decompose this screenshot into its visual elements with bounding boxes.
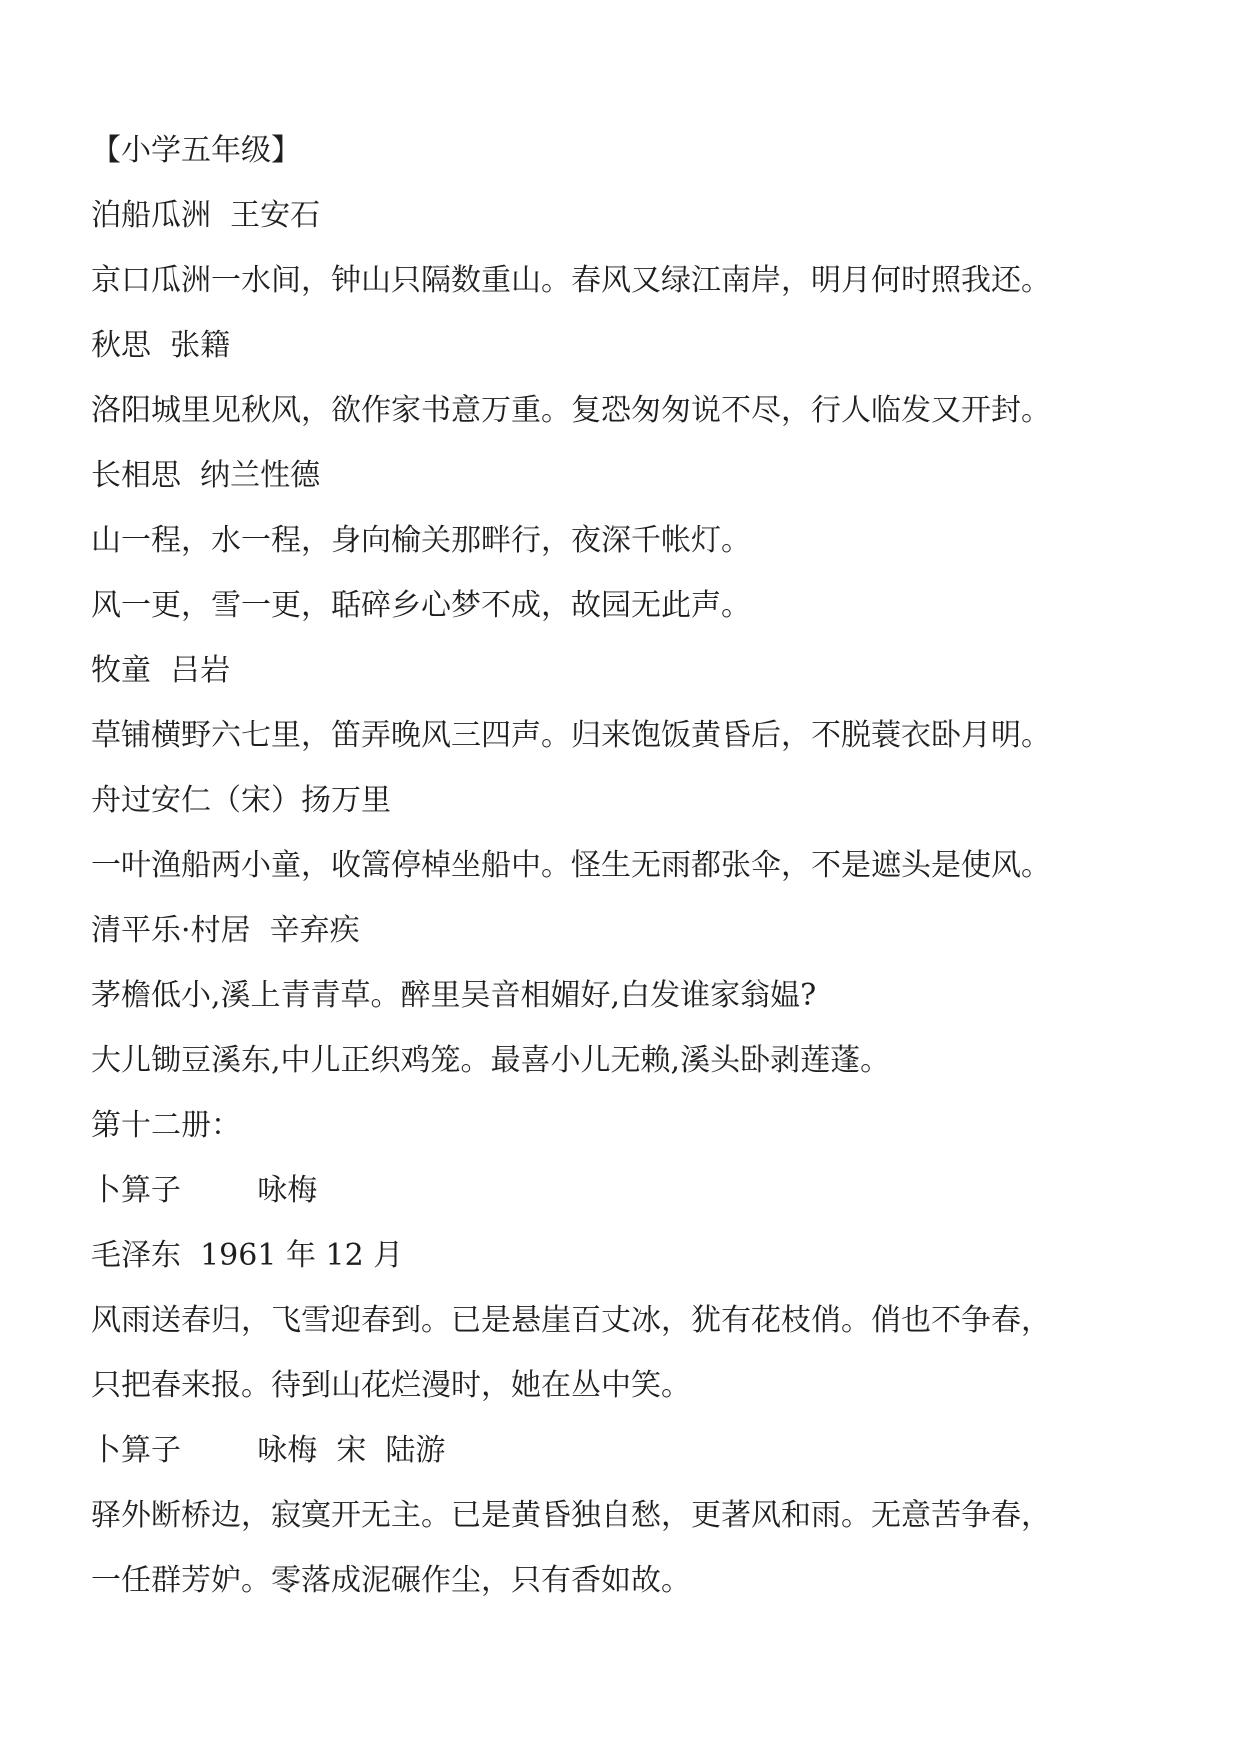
section-heading: 第十二册：: [91, 1108, 241, 1143]
poem-text: 风雨送春归，飞雪迎春到。已是悬崖百丈冰，犹有花枝俏。俏也不争春，: [91, 1303, 1051, 1338]
poem-text: 京口瓜洲一水间，钟山只隔数重山。春风又绿江南岸，明月何时照我还。: [91, 263, 1051, 298]
poem-title: 牧童 吕岩: [91, 653, 231, 688]
poem-text: 洛阳城里见秋风，欲作家书意万重。复恐匆匆说不尽，行人临发又开封。: [91, 393, 1051, 428]
poem-text: 驿外断桥边，寂寞开无主。已是黄昏独自愁，更著风和雨。无意苦争春，: [91, 1498, 1051, 1533]
document-body: [91, 118, 1171, 1613]
poem-text: 一任群芳妒。零落成泥碾作尘，只有香如故。: [91, 1563, 691, 1598]
poem-text: 风一更，雪一更，聒碎乡心梦不成，故园无此声。: [91, 588, 751, 623]
poem-text: 大儿锄豆溪东,中儿正织鸡笼。最喜小儿无赖,溪头卧剥莲蓬。: [91, 1043, 891, 1078]
section-heading: 【小学五年级】: [91, 133, 301, 168]
poem-text: 茅檐低小,溪上青青草。醉里吴音相媚好,白发谁家翁媪?: [91, 978, 817, 1013]
poem-title: 泊船瓜洲 王安石: [91, 198, 321, 233]
poem-title: 舟过安仁（宋）扬万里: [91, 783, 391, 818]
poem-title: 清平乐·村居 辛弃疾: [91, 913, 360, 948]
poem-text: 草铺横野六七里，笛弄晚风三四声。归来饱饭黄昏后，不脱蓑衣卧月明。: [91, 718, 1051, 753]
poem-title: 秋思 张籍: [91, 328, 231, 363]
poem-text: 一叶渔船两小童，收篙停棹坐船中。怪生无雨都张伞，不是遮头是使风。: [91, 848, 1051, 883]
poem-author-date: 毛泽东 1961 年 12 月: [91, 1238, 404, 1273]
poem-title: 卜算子 咏梅 宋 陆游: [91, 1433, 446, 1468]
poem-text: 只把春来报。待到山花烂漫时，她在丛中笑。: [91, 1368, 691, 1403]
poem-text: 山一程，水一程，身向榆关那畔行，夜深千帐灯。: [91, 523, 751, 558]
poem-title: 长相思 纳兰性德: [91, 458, 321, 493]
poem-title: 卜算子 咏梅: [91, 1173, 318, 1208]
